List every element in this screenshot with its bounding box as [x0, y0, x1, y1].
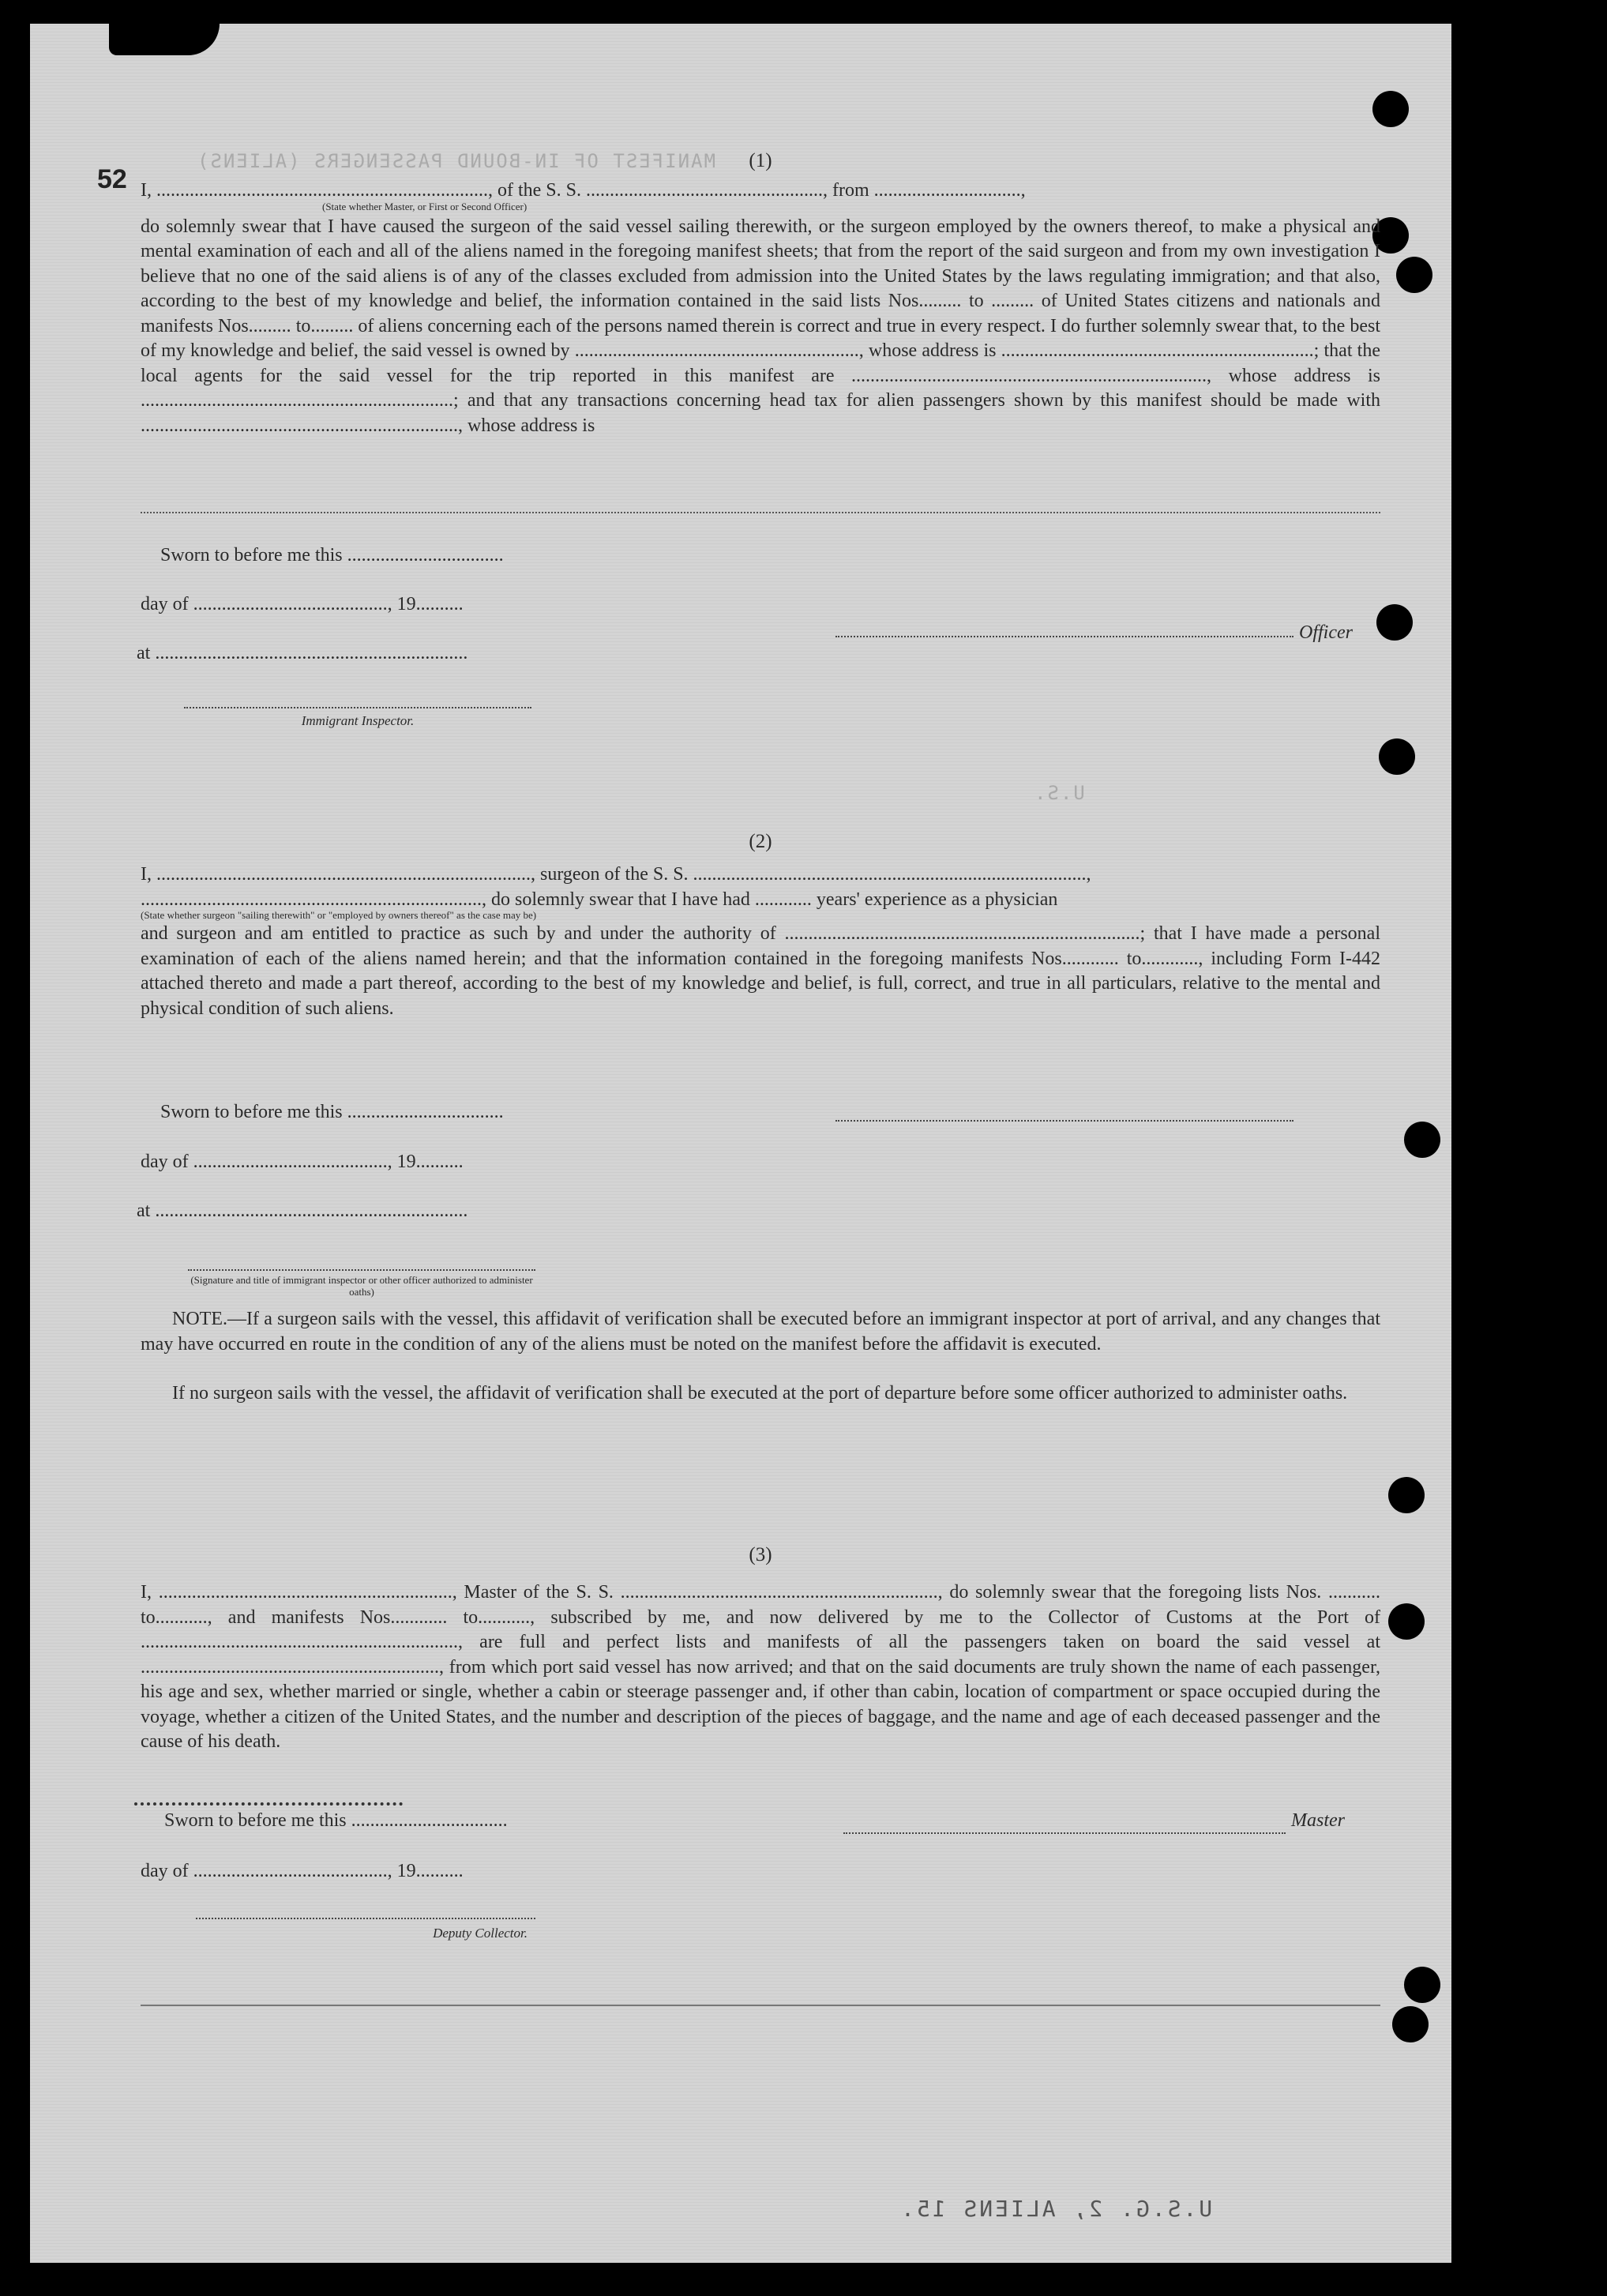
punch-hole — [1404, 1122, 1440, 1158]
dotted-separator — [134, 1802, 403, 1806]
surgeon-type-line: ........................................................................, do solemnly swear that I have had ............ years' experience as a physician — [141, 889, 1058, 910]
date-line: day of ........................................., 19.......... — [141, 1152, 464, 1172]
punch-hole — [1372, 91, 1409, 127]
surgeon-oath-body: and surgeon and am entitled to practice as such by and under the authority of ...........................................................................; that I have made a personal examination of each of the aliens named herein; and that the information contained in the foregoing manifests Nos............ to............, including Form I-442 attached thereto and made a part thereof, according to the best of my knowledge and belief, is full, correct, and true in all particulars, relative to the mental and physical condition of such aliens. — [141, 923, 1380, 1019]
officer-label: Officer — [1299, 622, 1353, 643]
section-number: (2) — [749, 831, 772, 852]
collector-signature-line — [196, 1918, 535, 1919]
note-no-surgeon: If no surgeon sails with the vessel, the affidavit of verification shall be executed at the port of departure before some officer authorized to administer oaths. — [172, 1383, 1348, 1404]
page-number: 52 — [97, 164, 127, 194]
surgeon-name-line: I, ..............................................................................., surgeon of the S. S. ..................................................................................., — [141, 864, 1091, 885]
punch-hole — [1392, 2006, 1429, 2042]
address-line — [141, 512, 1380, 513]
master-signature-line — [843, 1832, 1286, 1834]
inspector-signature-line — [188, 1269, 535, 1271]
place-line: at .................................................................. — [137, 643, 468, 663]
place-line: at .................................................................. — [137, 1201, 468, 1221]
punch-hole — [1388, 1603, 1425, 1640]
bleed-through-text: MANIFEST OF IN-BOUND PASSENGERS (ALIENS) — [196, 150, 715, 172]
punch-hole — [1379, 738, 1415, 775]
master-name-line: I, ......................................................................, of the S. S. .................................................., from ..............................., — [141, 180, 1026, 201]
oath-body: do solemnly swear that I have caused the surgeon of the said vessel sailing therewith, or the surgeon employed by the owners thereof, to make a physical and mental examination of each and all of the aliens named in the foregoing manifest sheets; that from the report of the said surgeon and from my own investigation I believe that no one of the said aliens is of any of the classes excluded from admission into the United States by the laws regulating immigration; and that also, according to the best of my knowledge and belief, the information contained in the said lists Nos......... to ......... of United States citizens and nationals and manifests Nos......... to......... of aliens concerning each of the persons named therein is correct and true in every respect. I do further solemnly swear that, to the best of my knowledge and belief, the said vessel is owned by ............................................................, whose address is ..................................................................; that the local agents for the said vessel for the trip reported in this manifest are ..........................................................................., whose address is ..................................................................; and that any transactions concerning head tax for alien passengers shown by this manifest should be made with ..................................................................., whose address is — [141, 216, 1380, 436]
torn-corner — [109, 24, 220, 55]
signature-caption: (Signature and title of immigrant inspector or other officer authorized to administer oaths) — [190, 1274, 533, 1298]
master-label: Master — [1291, 1810, 1345, 1831]
master-oath-body: I, .............................................................., Master of the S. S. ..................................................................., do solemnly swear that the foregoing lists Nos. ........... to..........., and manifests Nos............ to..........., subscribed by me, and now delivered by me to the Collector of Customs at the Port of ..................................................................., are full and perfect lists and manifests of all the passengers taken on board the said vessel at ..............................................................., from which port said vessel has now arrived; and that on the said documents are truly shown the name of each passenger, his age and sex, whether married or single, whether a cabin or steerage passenger and, if other than cabin, location of compartment or space occupied during the voyage, whether a citizen of the United States, and the number and description of the pieces of baggage, and the name and age of each deceased passenger and the cause of his death. — [141, 1582, 1380, 1752]
inspector-label: Immigrant Inspector. — [301, 713, 415, 728]
officer-caption: (State whether Master, or First or Second Officer) — [322, 200, 528, 212]
note-surgeon-sails: NOTE.—If a surgeon sails with the vessel, this affidavit of verification shall be executed before an immigrant inspector at port of arrival, and any changes that may have occurred en route in the condition of any of the aliens must be noted on the manifest before the affidavit is executed. — [141, 1309, 1380, 1355]
punch-hole — [1376, 604, 1413, 641]
inspector-signature-line — [184, 707, 531, 708]
affidavit-section-2 — [141, 831, 1380, 1021]
collector-label: Deputy Collector. — [433, 1926, 528, 1941]
punch-hole — [1388, 1477, 1425, 1513]
date-line: day of ........................................., 19.......... — [141, 594, 464, 614]
affidavit-section-3 — [141, 1544, 1380, 1755]
surgeon-caption: (State whether surgeon "sailing therewith" or "employed by owners thereof" as the case may be) — [141, 909, 537, 921]
sworn-line: Sworn to before me this ................................. — [164, 1810, 508, 1831]
officer-signature-line — [835, 636, 1293, 637]
affidavit-section-1 — [141, 150, 1380, 438]
bleed-through-text: U.S. — [1033, 782, 1085, 804]
punch-hole — [1396, 257, 1432, 293]
date-line: day of ........................................., 19.......... — [141, 1861, 464, 1881]
section-number: (3) — [749, 1544, 772, 1565]
bottom-rule — [141, 2005, 1380, 2006]
section-number: (1) — [749, 150, 772, 171]
sworn-line: Sworn to before me this ................................. — [160, 545, 504, 566]
form-stamp: U.S.G. 2, ALIENS 15. — [899, 2196, 1213, 2222]
surgeon-signature-line — [835, 1120, 1293, 1122]
punch-hole — [1404, 1967, 1440, 2003]
sworn-line: Sworn to before me this ................................. — [160, 1102, 504, 1122]
manifest-affidavit-page — [30, 24, 1451, 2263]
